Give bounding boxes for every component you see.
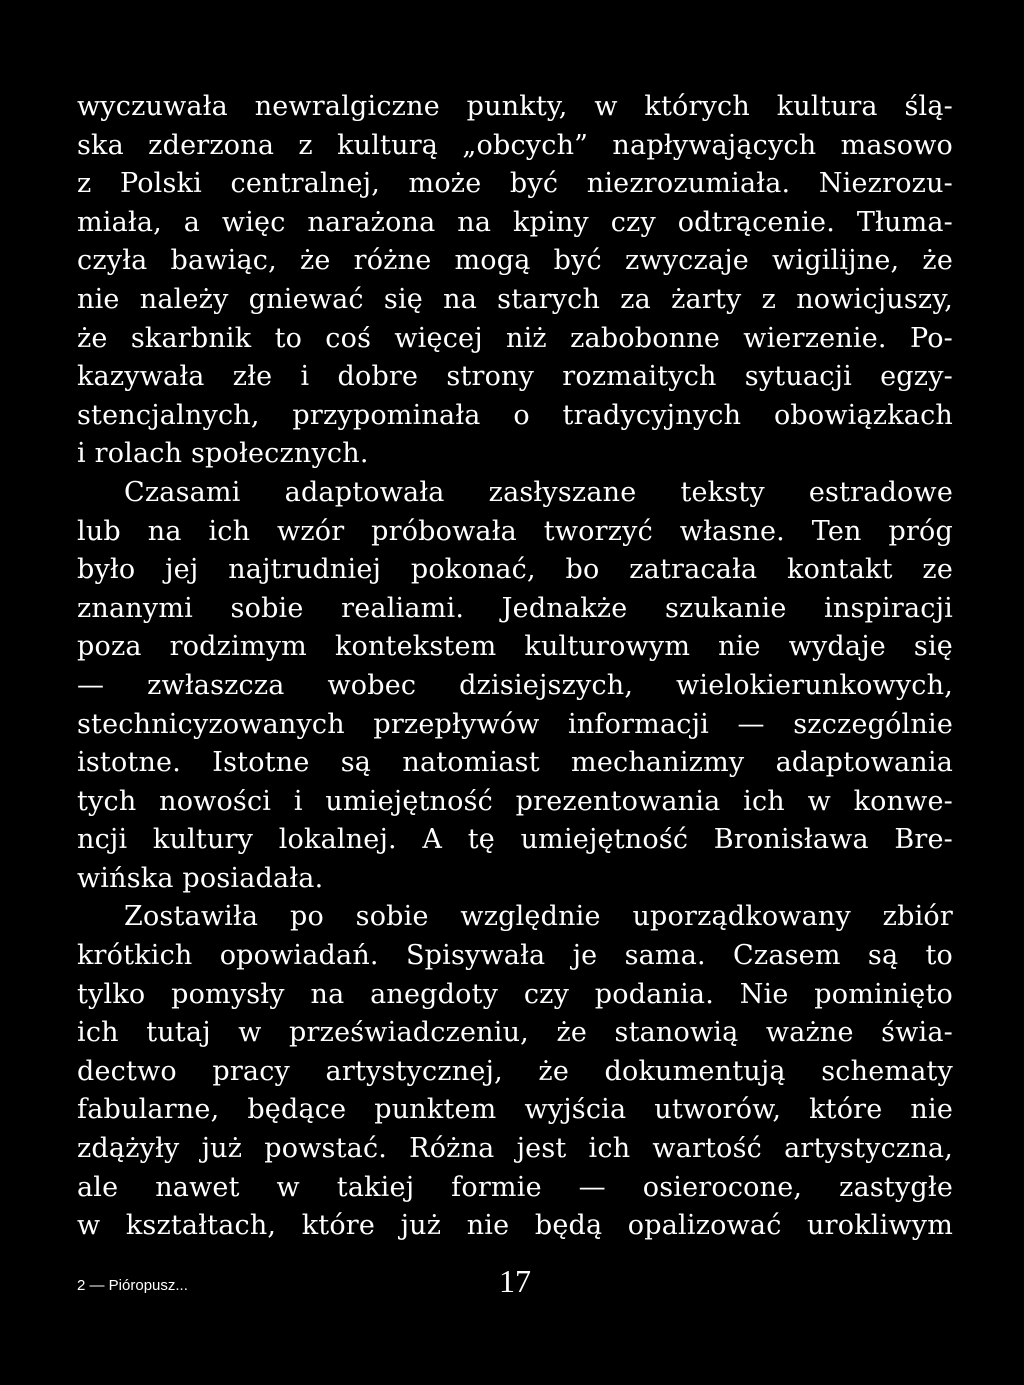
text-line: z Polski centralnej, może być niezrozumiała. Niezrozu- xyxy=(77,168,953,200)
text-line: krótkich opowiadań. Spisywała je sama. Czasem są to xyxy=(77,940,953,972)
text-line: Czasami adaptowała zasłyszane teksty estradowe xyxy=(124,476,953,508)
text-line: że skarbnik to coś więcej niż zabobonne wierzenie. Po- xyxy=(77,322,953,354)
text-line: dectwo pracy artystycznej, że dokumentują schematy xyxy=(77,1055,953,1087)
text-line: tych nowości i umiejętność prezentowania ich w konwe- xyxy=(77,785,953,817)
text-line: istotne. Istotne są natomiast mechanizmy adaptowania xyxy=(77,747,953,779)
text-line: czyła bawiąc, że różne mogą być zwyczaje wigilijne, że xyxy=(77,245,953,277)
text-line: tylko pomysły na anegdoty czy podania. Nie pominięto xyxy=(77,978,953,1010)
text-line: ale nawet w takiej formie — osierocone, zastygłe xyxy=(77,1171,953,1203)
text-line: stencjalnych, przypominała o tradycyjnych obowiązkach xyxy=(77,399,953,431)
text-line: lub na ich wzór próbowała tworzyć własne. Ten próg xyxy=(77,515,953,547)
text-line: fabularne, będące punktem wyjścia utworów, które nie xyxy=(77,1094,953,1126)
text-line: nie należy gniewać się na starych za żarty z nowicjuszy, xyxy=(77,283,953,315)
text-line: wyczuwała newralgiczne punkty, w których kultura ślą- xyxy=(77,91,953,122)
page-number: 17 xyxy=(499,1263,531,1299)
text-line: wińska posiadała. xyxy=(77,862,324,894)
text-line: w kształtach, które już nie będą opalizować urokliwym xyxy=(77,1210,953,1242)
text-line: kazywała złe i dobre strony rozmaitych sytuacji egzy- xyxy=(77,361,953,393)
text-line: ncji kultury lokalnej. A tę umiejętność Bronisława Bre- xyxy=(77,824,953,856)
text-line: poza rodzimym kontekstem kulturowym nie wydaje się xyxy=(77,631,953,663)
signature-mark: 2 — Pióropusz... xyxy=(77,1277,188,1294)
text-line: było jej najtrudniej pokonać, bo zatracała kontakt ze xyxy=(77,554,953,586)
page-footer xyxy=(77,1263,953,1303)
text-line: — zwłaszcza wobec dzisiejszych, wielokierunkowych, xyxy=(77,669,953,701)
text-line: ska zderzona z kulturą „obcych” napływających masowo xyxy=(77,129,953,161)
text-line: zdążyły już powstać. Różna jest ich wartość artystyczna, xyxy=(77,1133,953,1165)
text-line: Zostawiła po sobie względnie uporządkowany zbiór xyxy=(124,901,953,933)
text-line: znanymi sobie realiami. Jednakże szukanie inspiracji xyxy=(77,592,953,624)
text-line: stechnicyzowanych przepływów informacji — szczególnie xyxy=(77,708,953,740)
text-line: i rolach społecznych. xyxy=(77,438,369,470)
text-line: ich tutaj w przeświadczeniu, że stanowią ważne świa- xyxy=(77,1017,953,1049)
text-line: miała, a więc narażona na kpiny czy odtrącenie. Tłuma- xyxy=(77,206,953,238)
text-block xyxy=(77,88,953,1246)
